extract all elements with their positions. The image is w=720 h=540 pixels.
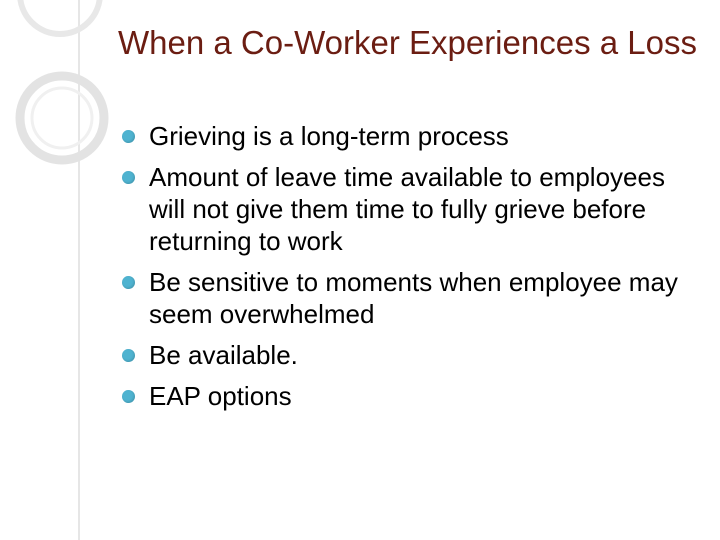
bullet-item xyxy=(120,120,705,152)
bullet-text: Grieving is a long-term process xyxy=(149,121,509,151)
decorative-circle-inner xyxy=(32,88,92,148)
bullet-item xyxy=(120,339,705,371)
bullet-text: Amount of leave time available to employees will not give them time to fully grieve before returning to work xyxy=(149,162,665,256)
bullet-item xyxy=(120,266,705,330)
bullet-dot-icon xyxy=(122,171,135,184)
bullet-text: Be available. xyxy=(149,340,298,370)
bullet-list xyxy=(120,120,705,421)
decorative-circle-top xyxy=(20,0,100,34)
slide-title: When a Co-Worker Experiences a Loss xyxy=(118,24,697,61)
bullet-text: EAP options xyxy=(149,381,292,411)
bullet-text: Be sensitive to moments when employee may seem overwhelmed xyxy=(149,267,678,329)
bullet-dot-icon xyxy=(122,390,135,403)
bullet-dot-icon xyxy=(122,130,135,143)
bullet-dot-icon xyxy=(122,349,135,362)
bullet-item xyxy=(120,380,705,412)
decorative-circles xyxy=(0,0,120,200)
bullet-item xyxy=(120,161,705,257)
bullet-dot-icon xyxy=(122,276,135,289)
